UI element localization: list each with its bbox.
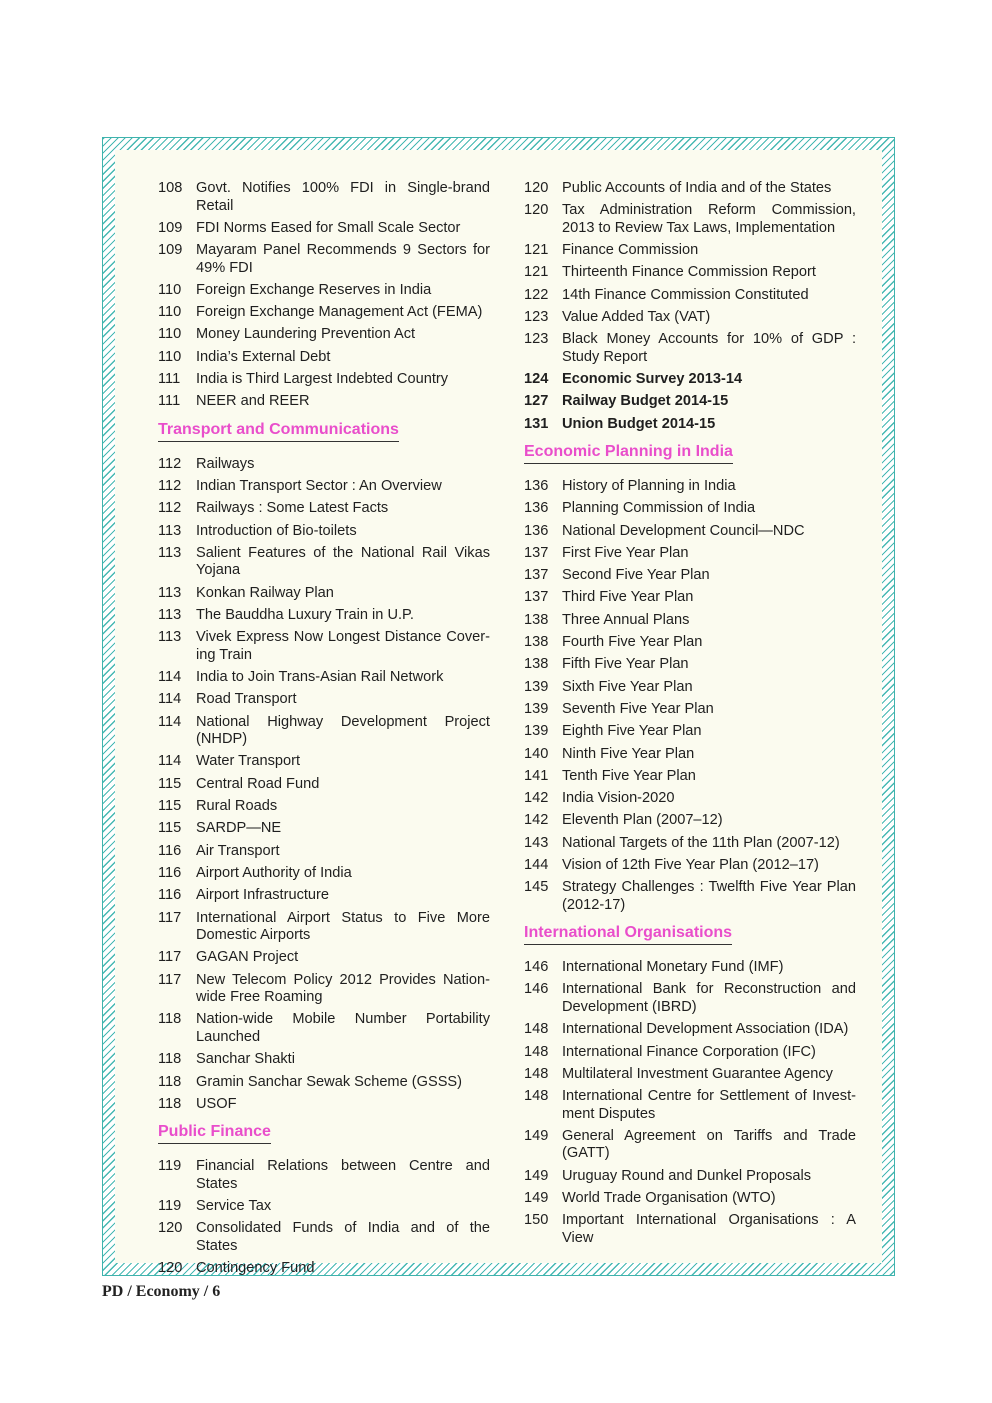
page-number: 113	[158, 629, 182, 646]
page-number: 146	[524, 959, 549, 976]
toc-entry	[524, 478, 856, 496]
entry-title: Seventh Five Year Plan	[562, 700, 714, 717]
toc-entry	[524, 1190, 856, 1208]
toc-entry	[524, 309, 856, 327]
page-number: 137	[524, 567, 549, 584]
page-number: 113	[158, 584, 182, 601]
toc-entry	[524, 180, 856, 198]
toc-entry	[158, 798, 490, 816]
entry-title: Second Five Year Plan	[562, 567, 710, 584]
entry-title: Sixth Five Year Plan	[562, 678, 693, 695]
entry-title: Central Road Fund	[196, 775, 320, 792]
entry-title: 14th Finance Commission Constituted	[562, 286, 809, 303]
entry-title: Fourth Five Year Plan	[562, 634, 703, 651]
page-number: 117	[158, 949, 182, 966]
toc-entry	[158, 371, 490, 389]
toc-entry	[158, 949, 490, 967]
entry-title: International Monetary Fund (IMF)	[562, 959, 784, 976]
page-number: 109	[158, 219, 183, 236]
entry-title: India’s External Debt	[196, 348, 331, 365]
page-number: 143	[524, 834, 549, 851]
page-number: 137	[524, 589, 549, 606]
toc-entry	[524, 264, 856, 282]
entry-title: Airport Infrastructure	[196, 887, 330, 904]
page-number: 115	[158, 775, 182, 792]
entry-title: Value Added Tax (VAT)	[562, 308, 711, 325]
entry-title: Road Transport	[196, 691, 297, 708]
toc-entry	[524, 959, 856, 977]
toc-entry	[158, 180, 490, 215]
page-number: 136	[524, 500, 549, 517]
page-number: 108	[158, 180, 183, 196]
toc-entry	[524, 746, 856, 764]
toc-entry	[524, 679, 856, 697]
section-heading-wrapper	[158, 1118, 490, 1158]
entry-title: First Five Year Plan	[562, 544, 689, 561]
toc-entry	[524, 1168, 856, 1186]
page-number: 136	[524, 477, 549, 494]
toc-entry	[524, 242, 856, 260]
toc-left-column	[158, 180, 490, 1282]
toc-entry	[158, 1220, 490, 1255]
toc-entry	[158, 776, 490, 794]
toc-entry	[158, 843, 490, 861]
page-number: 144	[524, 857, 549, 874]
toc-entry	[158, 753, 490, 771]
toc-entry	[524, 1066, 856, 1084]
toc-right-column	[524, 180, 856, 1252]
entry-title: General Agreement on Tariffs and Trade (GATT)	[562, 1127, 856, 1162]
entry-title: Railways	[196, 455, 255, 472]
page-number: 137	[524, 544, 549, 561]
page-number: 111	[158, 371, 181, 388]
entry-title: Salient Features of the National Rail Vikas Yojana	[196, 544, 490, 579]
page-number: 150	[524, 1212, 549, 1229]
page-number: 149	[524, 1189, 549, 1206]
toc-entry	[524, 812, 856, 830]
toc-entry	[524, 1088, 856, 1123]
entry-title: Multilateral Investment Guarantee Agency	[562, 1065, 833, 1082]
page-number: 118	[158, 1095, 182, 1112]
toc-entry	[158, 1096, 490, 1114]
entry-title: Finance Commission	[562, 242, 699, 259]
entry-title: International Development Association (IDA)	[562, 1021, 849, 1038]
entry-title: Public Accounts of India and of the States	[562, 180, 832, 196]
entry-title: Consolidated Funds of India and of the States	[196, 1220, 490, 1254]
page-number: 114	[158, 669, 182, 686]
toc-entry	[158, 972, 490, 1007]
toc-entry	[524, 545, 856, 563]
entry-title: FDI Norms Eased for Small Scale Sector	[196, 219, 461, 236]
section-heading: Public Finance	[158, 1122, 271, 1144]
toc-entry	[158, 714, 490, 749]
entry-title: Sanchar Shakti	[196, 1051, 295, 1068]
page-number: 113	[158, 522, 182, 539]
toc-entry	[158, 282, 490, 300]
page-number: 145	[524, 879, 549, 896]
toc-entry	[524, 1128, 856, 1163]
toc-entry	[158, 220, 490, 238]
page-number: 111	[158, 393, 181, 410]
entry-title: Economic Survey 2013-14	[562, 371, 743, 388]
page-number: 110	[158, 304, 182, 321]
toc-entry	[524, 1021, 856, 1039]
entry-title: India to Join Trans-Asian Rail Network	[196, 669, 444, 686]
entry-title: Indian Transport Sector : An Overview	[196, 477, 442, 494]
entry-title: Planning Commission of India	[562, 500, 756, 517]
entry-title: GAGAN Project	[196, 949, 299, 966]
page-number: 110	[158, 326, 182, 343]
entry-title: National Targets of the 11th Plan (2007-12)	[562, 834, 840, 851]
entry-title: Vision of 12th Five Year Plan (2012–17)	[562, 857, 819, 874]
entry-title: NEER and REER	[196, 393, 310, 410]
entry-title: Black Money Accounts for 10% of GDP : Study Report	[562, 331, 856, 365]
toc-entry	[524, 612, 856, 630]
toc-entry	[524, 1044, 856, 1062]
entry-title: Foreign Exchange Reserves in India	[196, 281, 432, 298]
toc-entry	[524, 656, 856, 674]
toc-entry	[158, 242, 490, 277]
page-number: 112	[158, 500, 182, 517]
entry-title: Foreign Exchange Management Act (FEMA)	[196, 304, 483, 321]
entry-title: Eighth Five Year Plan	[562, 723, 702, 740]
page-number: 120	[524, 202, 549, 219]
entry-title: World Trade Organisation (WTO)	[562, 1189, 776, 1206]
entry-title: Union Budget 2014-15	[562, 415, 716, 432]
page-number: 124	[524, 371, 549, 388]
page-number: 138	[524, 656, 549, 673]
toc-entry	[158, 500, 490, 518]
toc-entry	[158, 349, 490, 367]
entry-title: Uruguay Round and Dunkel Proposals	[562, 1167, 812, 1184]
entry-title: Konkan Railway Plan	[196, 584, 334, 601]
entry-title: National Highway Development Project (NHDP)	[196, 713, 490, 748]
toc-entry	[158, 585, 490, 603]
page-number: 139	[524, 723, 549, 740]
toc-entry	[524, 723, 856, 741]
page-number: 118	[158, 1011, 182, 1028]
section-heading-wrapper	[524, 438, 856, 478]
entry-title: Gramin Sanchar Sewak Scheme (GSSS)	[196, 1073, 463, 1090]
entry-title: Air Transport	[196, 842, 280, 859]
page-number: 127	[524, 393, 549, 410]
page-number: 142	[524, 790, 549, 807]
entry-title: Three Annual Plans	[562, 611, 690, 628]
entry-title: India is Third Largest Indebted Country	[196, 371, 449, 388]
toc-entry	[524, 331, 856, 366]
entry-title: Eleventh Plan (2007–12)	[562, 812, 723, 829]
entry-title: New Telecom Policy 2012 Provides Nation-wide Free Roaming	[196, 971, 490, 1006]
page-number: 149	[524, 1127, 549, 1144]
entry-title: Third Five Year Plan	[562, 589, 694, 606]
toc-entry	[158, 456, 490, 474]
toc-entry	[524, 1212, 856, 1247]
toc-entry	[524, 879, 856, 914]
toc-entry	[158, 304, 490, 322]
toc-entry	[158, 1011, 490, 1046]
page-number: 121	[524, 242, 549, 259]
toc-entry	[158, 326, 490, 344]
entry-title: Ninth Five Year Plan	[562, 745, 695, 762]
entry-title: SARDP—NE	[196, 820, 282, 837]
entry-title: Railways : Some Latest Facts	[196, 500, 389, 517]
entry-title: Tax Administration Reform Commission, 2013 to Review Tax Laws, Implementation	[562, 202, 856, 236]
page-number: 123	[524, 331, 549, 348]
page-number: 119	[158, 1197, 182, 1214]
page-number: 149	[524, 1167, 549, 1184]
entry-title: History of Planning in India	[562, 477, 736, 494]
toc-entry	[158, 523, 490, 541]
page-number: 139	[524, 678, 549, 695]
toc-entry	[524, 981, 856, 1016]
entry-title: Rural Roads	[196, 798, 278, 815]
entry-title: Railway Budget 2014-15	[562, 393, 729, 410]
toc-entry	[524, 768, 856, 786]
page-number: 148	[524, 1021, 549, 1038]
toc-entry	[524, 835, 856, 853]
page-number: 139	[524, 700, 549, 717]
section-heading: Transport and Communications	[158, 420, 399, 442]
toc-entry	[524, 416, 856, 434]
toc-entry	[158, 629, 490, 664]
entry-title: Nation-wide Mobile Number Portability Launched	[196, 1011, 490, 1045]
toc-entry	[524, 857, 856, 875]
toc-entry	[524, 202, 856, 237]
entry-title: The Bauddha Luxury Train in U.P.	[196, 606, 414, 623]
page-number: 138	[524, 634, 549, 651]
page-number: 148	[524, 1088, 549, 1105]
toc-entry	[524, 523, 856, 541]
entry-title: Water Transport	[196, 753, 301, 770]
toc-entry	[524, 589, 856, 607]
toc-entry	[158, 887, 490, 905]
toc-entry	[158, 478, 490, 496]
page-number: 141	[524, 767, 549, 784]
page-number: 120	[158, 1220, 183, 1237]
entry-title: International Finance Corporation (IFC)	[562, 1043, 816, 1060]
page-number: 148	[524, 1043, 549, 1060]
toc-entry	[158, 393, 490, 411]
toc-entry	[524, 287, 856, 305]
toc-entry	[524, 567, 856, 585]
entry-title: International Airport Status to Five More Domestic Airports	[196, 909, 490, 944]
section-heading: Economic Planning in India	[524, 442, 733, 464]
toc-entry	[524, 500, 856, 518]
toc-entry	[524, 701, 856, 719]
page-number: 114	[158, 753, 182, 770]
page-number: 146	[524, 981, 549, 998]
page-number: 123	[524, 308, 549, 325]
page-number: 120	[158, 1259, 183, 1276]
toc-entry	[158, 1158, 490, 1193]
page-number: 115	[158, 820, 182, 837]
page-number: 118	[158, 1051, 182, 1068]
entry-title: Money Laundering Prevention Act	[196, 326, 416, 343]
section-heading-wrapper	[524, 919, 856, 959]
section-heading-wrapper	[158, 416, 490, 456]
entry-title: Strategy Challenges : Twelfth Five Year Plan (2012-17)	[562, 879, 856, 913]
page-number: 118	[158, 1073, 182, 1090]
entry-title: Contingency Fund	[196, 1259, 315, 1276]
page-number: 138	[524, 611, 549, 628]
page-number: 131	[524, 415, 549, 432]
page-number: 112	[158, 455, 182, 472]
page-number: 136	[524, 522, 549, 539]
toc-entry	[158, 865, 490, 883]
page-number: 113	[158, 606, 182, 623]
entry-title: Govt. Notifies 100% FDI in Single-brand Retail	[196, 180, 490, 214]
toc-entry	[158, 1074, 490, 1092]
toc-entry	[158, 691, 490, 709]
page-number: 114	[158, 713, 182, 730]
toc-entry	[158, 607, 490, 625]
page-number: 116	[158, 887, 182, 904]
entry-title: Thirteenth Finance Commission Report	[562, 264, 816, 281]
toc-entry	[158, 545, 490, 580]
entry-title: Airport Authority of India	[196, 864, 352, 881]
page-number: 122	[524, 286, 549, 303]
page-number: 148	[524, 1065, 549, 1082]
section-heading: International Organisations	[524, 923, 732, 945]
page-number: 110	[158, 281, 182, 298]
toc-entry	[158, 1260, 490, 1278]
entry-title: Mayaram Panel Recommends 9 Sectors for 49% FDI	[196, 242, 490, 276]
entry-title: International Bank for Reconstruction and Development (IBRD)	[562, 981, 856, 1015]
toc-entry	[158, 910, 490, 945]
page-number: 112	[158, 477, 182, 494]
page-number: 140	[524, 745, 549, 762]
page-number: 120	[524, 180, 549, 196]
toc-entry	[158, 669, 490, 687]
entry-title: Important International Organisations : A View	[562, 1212, 856, 1246]
entry-title: Financial Relations between Centre and States	[196, 1158, 490, 1192]
page-footer: PD / Economy / 6	[102, 1283, 221, 1300]
entry-title: Vivek Express Now Longest Distance Cover-ing Train	[196, 629, 490, 663]
page-number: 117	[158, 971, 182, 988]
page-number: 113	[158, 544, 182, 561]
entry-title: International Centre for Settlement of Invest-ment Disputes	[562, 1088, 856, 1122]
toc-entry	[158, 820, 490, 838]
page-number: 119	[158, 1158, 182, 1175]
page-number: 142	[524, 812, 549, 829]
toc-entry	[524, 790, 856, 808]
entry-title: India Vision-2020	[562, 790, 675, 807]
page-number: 121	[524, 264, 549, 281]
entry-title: Tenth Five Year Plan	[562, 767, 696, 784]
entry-title: Introduction of Bio-toilets	[196, 522, 357, 539]
toc-entry	[158, 1051, 490, 1069]
page-number: 117	[158, 909, 182, 926]
toc-entry	[524, 393, 856, 411]
toc-entry	[524, 634, 856, 652]
entry-title: National Development Council—NDC	[562, 522, 805, 539]
entry-title: Fifth Five Year Plan	[562, 656, 689, 673]
entry-title: USOF	[196, 1095, 237, 1112]
page-number: 116	[158, 864, 182, 881]
page-number: 114	[158, 691, 182, 708]
page-number: 109	[158, 242, 183, 259]
page-number: 110	[158, 348, 182, 365]
toc-entry	[158, 1198, 490, 1216]
toc-entry	[524, 371, 856, 389]
page-number: 116	[158, 842, 182, 859]
page-number: 115	[158, 798, 182, 815]
entry-title: Service Tax	[196, 1197, 272, 1214]
